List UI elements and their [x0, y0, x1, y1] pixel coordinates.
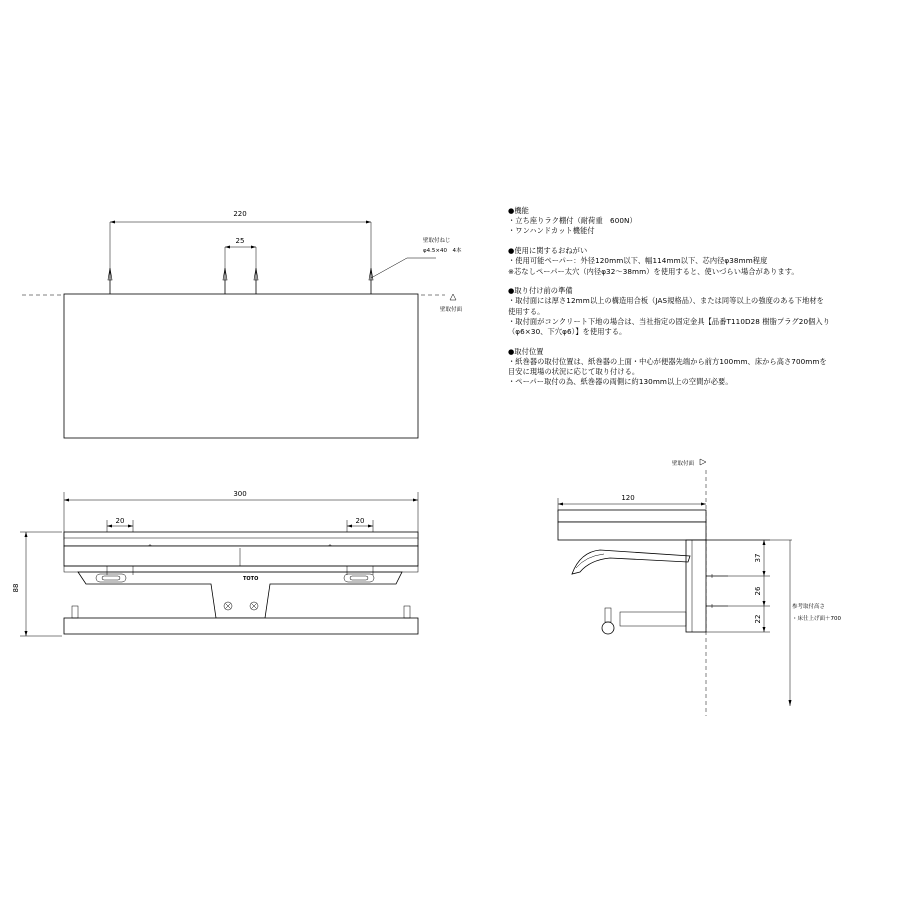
- brand-logo: TOTO: [243, 576, 259, 582]
- notes-heading: ●機能: [508, 206, 529, 215]
- notes-section-position: [508, 347, 900, 388]
- notes-line: （φ6×30、下穴φ6）】を使用する。: [508, 327, 627, 337]
- notes-line: 目安に現場の状況に応じて取り付ける。: [508, 367, 640, 377]
- notes-panel: [508, 206, 900, 397]
- notes-heading: ●取付位置: [508, 346, 544, 356]
- wall-screws: [108, 268, 373, 294]
- dim-slot-left: 20: [115, 517, 125, 525]
- dim-220: 220: [233, 210, 247, 218]
- dim-slot-right: 20: [355, 517, 365, 525]
- shaft-end: [602, 622, 614, 634]
- slot-hole-right: [344, 574, 374, 582]
- screw-label-2: φ4.5×40 4本: [423, 248, 462, 254]
- wall-bracket: [78, 572, 402, 618]
- notes-line: 使用する。: [508, 306, 545, 316]
- notes-line: ・取付面には厚さ12mm以上の構造用合板（JAS規格品）、または同等以上の強度のある下地材を: [508, 296, 824, 306]
- top-view: [22, 210, 463, 438]
- dim-300: 300: [233, 490, 247, 498]
- dim-37: 37: [754, 553, 762, 563]
- notes-line: ・取付面がコンクリート下地の場合は、当社指定の固定金具【品番T110D28 樹脂プラグ20個入り: [508, 316, 831, 326]
- wall-marker-icon: [450, 294, 456, 300]
- wall-marker-side-icon: [700, 459, 706, 465]
- notes-line: ・ワンハンドカット機能付: [508, 226, 595, 236]
- dim-25: 25: [235, 237, 245, 245]
- ref-height-label-1: 参考取付高さ: [792, 604, 826, 610]
- side-back-plate: [686, 540, 706, 632]
- dim-26: 26: [754, 586, 762, 596]
- wall-label-top: 壁取付面: [440, 307, 463, 313]
- wall-label-side: 壁取付面: [672, 461, 695, 467]
- ref-height-label-2: ・床仕上げ面＋700: [792, 616, 841, 622]
- shelf-top-body: [64, 294, 418, 438]
- dim-120: 120: [621, 494, 635, 502]
- front-view: [12, 490, 418, 636]
- paper-shaft-bar: [64, 618, 418, 634]
- notes-line: ※芯なしペーパー太穴（内径φ32～38mm）を使用すると、使いづらい場合があります。: [508, 266, 799, 276]
- shelf-profile: [558, 510, 706, 522]
- notes-line: ・紙巻器の取付位置は、紙巻器の上面・中心が便器先端から前方100mm、床から高さ700mmを: [508, 356, 827, 366]
- notes-line: ・ペーパー取付の為、紙巻器の両側に約130mm以上の空間が必要。: [508, 377, 733, 387]
- cutter-lever: [572, 550, 690, 574]
- notes-line: ・使用可能ペーパー：外径120mm以下、幅114mm以下、芯内径φ38mm程度: [508, 256, 768, 266]
- notes-heading: ●取り付け前の準備: [508, 286, 573, 296]
- dim-22: 22: [754, 614, 762, 624]
- notes-section-usage: [508, 246, 900, 277]
- notes-section-preparation: [508, 286, 900, 337]
- dim-88: 88: [12, 583, 20, 593]
- notes-heading: ●使用に関するおねがい: [508, 246, 588, 256]
- notes-section-function: [508, 206, 900, 237]
- shelf-plate: [64, 532, 418, 546]
- notes-line: ・立ち座りラク棚付（耐荷重 600N）: [508, 216, 637, 226]
- side-view: [558, 459, 841, 716]
- screw-label-1: 壁取付ねじ: [423, 238, 451, 244]
- front-body: [64, 546, 418, 566]
- shaft-holder: [620, 612, 686, 626]
- slot-hole-left: [96, 574, 126, 582]
